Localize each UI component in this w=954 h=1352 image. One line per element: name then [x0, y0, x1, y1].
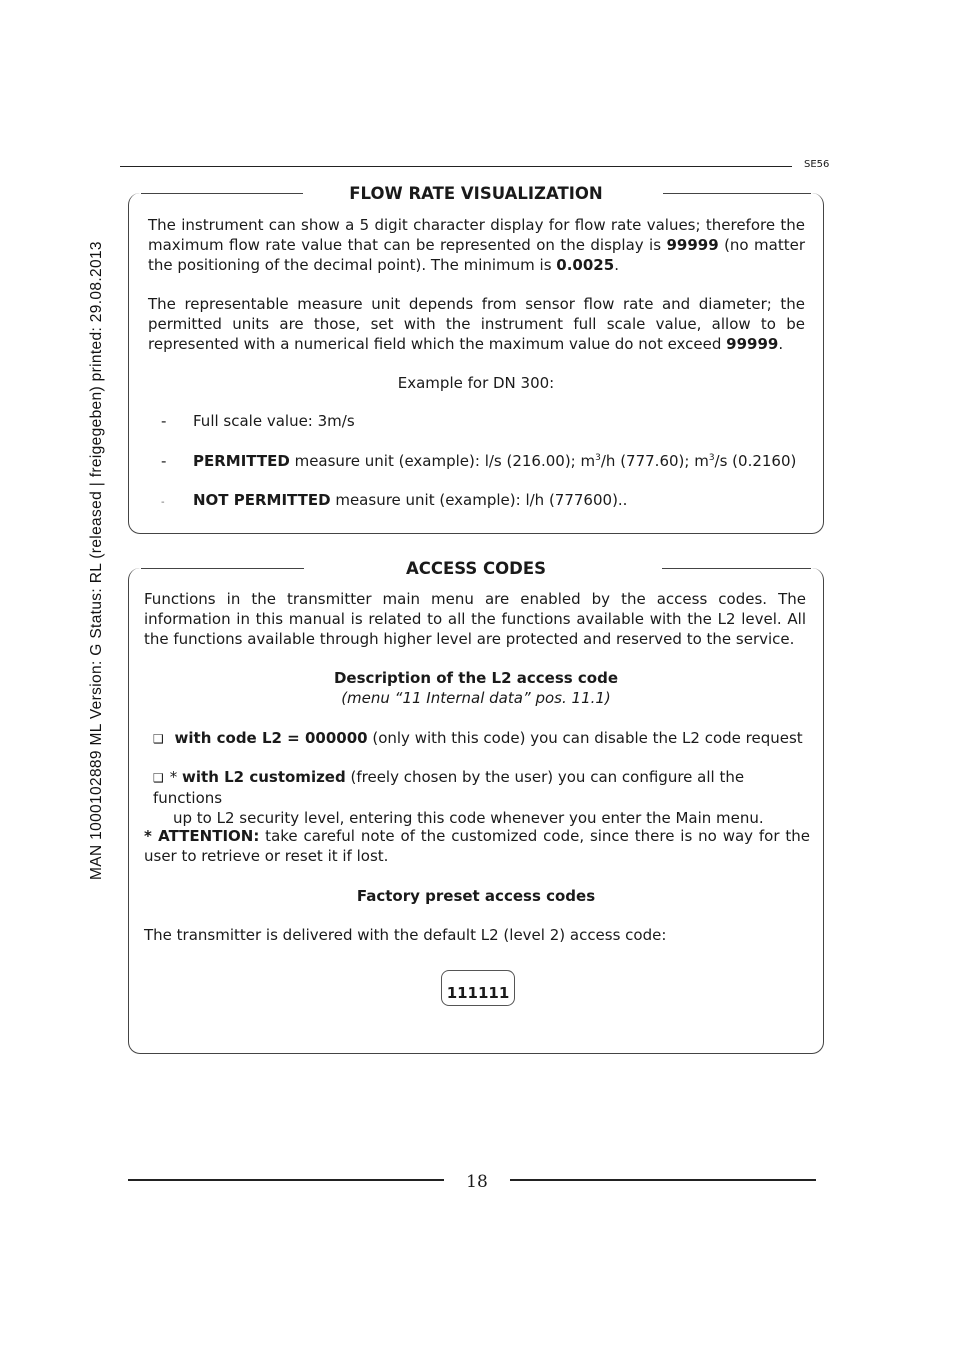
list-item: - PERMITTED measure unit (example): l/s (216.00); $m^3/h$ (777.60); $m^3/s$ (0.2160) — [161, 452, 797, 470]
section-title: FLOW RATE VISUALIZATION — [349, 184, 603, 203]
page-number: 18 — [466, 1172, 488, 1192]
delivered-sentence: The transmitter is delivered with the default L2 (level 2) access code: — [144, 926, 667, 944]
access-codes-section — [128, 559, 824, 1054]
list-item: ❑ * with L2 customized (freely chosen by the user) you can configure all the functions up to L2 security level, entering this code whenever you enter the Main menu. — [153, 768, 764, 827]
l2-description-title: Description of the L2 access code — [333, 669, 619, 687]
list-item: ❑ with code L2 = 000000 (only with this code) you can disable the L2 code request — [153, 729, 803, 747]
checkbox-bullet-icon: ❑ — [153, 732, 164, 746]
access-intro-paragraph: Functions in the transmitter main menu are enabled by the access codes. The information in this manual is related to all the functions available with the L2 level. All the functions available through higher level are protected and reserved to the service. — [144, 590, 806, 648]
flow-paragraph-2: The representable measure unit depends from sensor flow rate and diameter; the permitted units are those, set with the instrument full scale value, allow to be represented with a numerical field which the maximum value do not exceed 99999. — [148, 295, 805, 353]
document-status-sidebar: MAN 1000102889 ML Version: G Status: RL (released | freigegeben) printed: 29.08.2013 — [88, 241, 105, 880]
list-item: - Full scale value: 3m/s — [161, 412, 355, 430]
footer-rule-right — [510, 1179, 816, 1181]
attention-note: * ATTENTION: take careful note of the customized code, since there is no way for the user to retrieve or reset it if lost. — [144, 827, 810, 865]
section-title: ACCESS CODES — [405, 559, 547, 578]
default-access-code: 111111 — [441, 970, 515, 1006]
factory-codes-title: Factory preset access codes — [356, 887, 596, 905]
header-rule — [120, 166, 792, 167]
example-label: Example for DN 300: — [397, 374, 555, 392]
checkbox-bullet-icon: ❑ — [153, 771, 164, 785]
footer-rule-left — [128, 1179, 444, 1181]
l2-description-subtitle: (menu “11 Internal data” pos. 11.1) — [341, 689, 611, 707]
list-item: - NOT PERMITTED measure unit (example): l/h (777600).. — [161, 491, 628, 509]
flow-rate-section — [128, 184, 824, 534]
flow-paragraph-1: The instrument can show a 5 digit character display for flow rate values; therefore the maximum flow rate value that can be represented on the display is 99999 (no matter the positioning of the decimal point). The minimum is 0.0025. — [148, 216, 805, 274]
document-code: SE56 — [804, 159, 830, 170]
